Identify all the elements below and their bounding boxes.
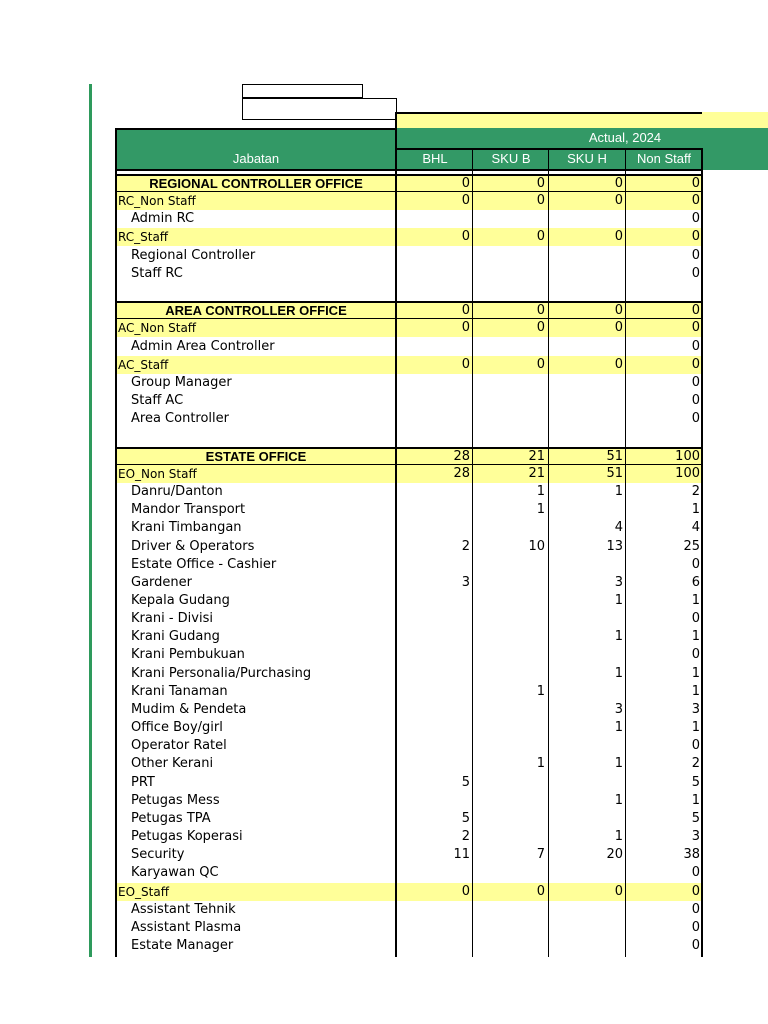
position-label: Admin RC: [131, 211, 195, 226]
value-sku-h: 20: [606, 847, 623, 862]
value-non-staff: 0: [691, 393, 700, 408]
section-title: ESTATE OFFICE: [205, 449, 307, 464]
value-sku-h: 51: [606, 449, 623, 464]
value-bhl: 2: [461, 829, 470, 844]
table-row: [116, 737, 702, 755]
value-non-staff: 0: [691, 176, 700, 191]
value-non-staff: 1: [691, 684, 700, 699]
group-label: AC_Non Staff: [118, 321, 197, 335]
value-sku-b: 1: [536, 684, 545, 699]
left-green-rule: [89, 84, 92, 957]
position-label: Krani Gudang: [131, 629, 220, 644]
value-non-staff: 0: [691, 357, 700, 372]
value-non-staff: 25: [683, 539, 700, 554]
value-sku-h: 1: [614, 793, 623, 808]
position-label: Petugas Mess: [131, 793, 220, 808]
table-row: [116, 846, 702, 864]
group-label: AC_Staff: [118, 358, 169, 372]
value-non-staff: 0: [691, 303, 700, 318]
position-label: Security: [131, 847, 185, 862]
value-non-staff: 2: [691, 484, 700, 499]
table-row: [116, 683, 702, 701]
value-sku-b: 10: [528, 539, 545, 554]
value-sku-b: 0: [536, 229, 545, 244]
grid-line: [395, 112, 397, 957]
value-sku-h: 0: [614, 884, 623, 899]
section-row: [116, 447, 702, 466]
group-label: RC_Non Staff: [118, 194, 196, 208]
group-label: EO_Staff: [118, 885, 169, 899]
position-label: Petugas TPA: [131, 811, 211, 826]
table-row: [116, 755, 702, 773]
table-row: [116, 864, 702, 882]
value-sku-b: 1: [536, 502, 545, 517]
table-row: [116, 901, 702, 919]
value-non-staff: 0: [691, 647, 700, 662]
value-sku-h: 3: [614, 702, 623, 717]
position-label: Estate Office - Cashier: [131, 557, 277, 572]
header-top-border: [396, 112, 702, 114]
value-non-staff: 0: [691, 266, 700, 281]
grid-line: [115, 128, 117, 957]
value-sku-h: 0: [614, 320, 623, 335]
section-title: REGIONAL CONTROLLER OFFICE: [149, 176, 363, 191]
value-non-staff: 0: [691, 611, 700, 626]
grid-line: [396, 148, 702, 150]
value-non-staff: 1: [691, 629, 700, 644]
value-sku-h: 1: [614, 593, 623, 608]
value-bhl: 3: [461, 575, 470, 590]
value-non-staff: 0: [691, 211, 700, 226]
position-label: PRT: [131, 775, 155, 790]
empty-cell-box: [242, 84, 363, 98]
grid-line: [625, 148, 626, 957]
table-row: [116, 937, 702, 955]
value-sku-h: 1: [614, 629, 623, 644]
group-row: [116, 192, 702, 210]
value-non-staff: 0: [691, 193, 700, 208]
table-row: [116, 556, 702, 574]
position-label: Regional Controller: [131, 248, 256, 263]
value-bhl: 28: [453, 466, 470, 481]
value-bhl: 11: [453, 847, 470, 862]
value-sku-h: 1: [614, 666, 623, 681]
table-row: [116, 574, 702, 592]
position-label: Petugas Koperasi: [131, 829, 243, 844]
value-sku-b: 7: [536, 847, 545, 862]
value-non-staff: 0: [691, 320, 700, 335]
value-bhl: 5: [461, 811, 470, 826]
value-non-staff: 1: [691, 593, 700, 608]
value-non-staff: 1: [691, 666, 700, 681]
group-label: EO_Non Staff: [118, 467, 197, 481]
yellow-header-band: [396, 112, 768, 128]
value-non-staff: 0: [691, 902, 700, 917]
value-non-staff: 100: [675, 449, 700, 464]
table-row: [116, 610, 702, 628]
position-label: Mudim & Pendeta: [131, 702, 247, 717]
value-bhl: 0: [461, 229, 470, 244]
table-row: [116, 665, 702, 683]
position-label: Krani Pembukuan: [131, 647, 245, 662]
value-sku-b: 1: [536, 756, 545, 771]
period-header: Actual, 2024: [588, 130, 662, 145]
value-bhl: 2: [461, 539, 470, 554]
empty-cell-box: [242, 98, 397, 120]
position-label: Other Kerani: [131, 756, 214, 771]
value-sku-h: 1: [614, 756, 623, 771]
value-bhl: 0: [461, 176, 470, 191]
value-sku-b: 0: [536, 303, 545, 318]
value-non-staff: 38: [683, 847, 700, 862]
grid-line: [701, 148, 703, 957]
value-non-staff: 0: [691, 248, 700, 263]
value-bhl: 28: [453, 449, 470, 464]
table-row: [116, 701, 702, 719]
table-row: [116, 338, 702, 356]
value-sku-h: 1: [614, 829, 623, 844]
column-header-non-staff: Non Staff: [637, 151, 691, 166]
value-bhl: 0: [461, 193, 470, 208]
value-non-staff: 5: [691, 775, 700, 790]
value-bhl: 0: [461, 884, 470, 899]
table-row: [116, 501, 702, 519]
value-non-staff: 100: [675, 466, 700, 481]
value-non-staff: 2: [691, 756, 700, 771]
grid-line: [472, 148, 473, 957]
position-label: Krani Tanaman: [131, 684, 228, 699]
position-label: Admin Area Controller: [131, 339, 275, 354]
table-row: [116, 265, 702, 283]
position-label: Assistant Plasma: [131, 920, 242, 935]
value-non-staff: 4: [691, 520, 700, 535]
value-non-staff: 1: [691, 502, 700, 517]
value-non-staff: 3: [691, 702, 700, 717]
grid-line: [548, 148, 549, 957]
value-sku-h: 0: [614, 229, 623, 244]
table-row: [116, 374, 702, 392]
table-row: [116, 828, 702, 846]
value-bhl: 0: [461, 320, 470, 335]
value-non-staff: 6: [691, 575, 700, 590]
group-row: [116, 356, 702, 374]
table-row: [116, 392, 702, 410]
value-non-staff: 0: [691, 884, 700, 899]
value-non-staff: 5: [691, 811, 700, 826]
value-sku-h: 0: [614, 193, 623, 208]
value-non-staff: 1: [691, 793, 700, 808]
position-label: Estate Manager: [131, 938, 234, 953]
value-sku-h: 0: [614, 176, 623, 191]
value-sku-b: 0: [536, 176, 545, 191]
table-row: [116, 247, 702, 265]
value-non-staff: 0: [691, 920, 700, 935]
position-label: Krani - Divisi: [131, 611, 213, 626]
value-sku-b: 0: [536, 884, 545, 899]
grid-line: [116, 169, 702, 171]
group-row: [116, 228, 702, 246]
table-row: [116, 519, 702, 537]
value-non-staff: 0: [691, 411, 700, 426]
value-sku-h: 4: [614, 520, 623, 535]
value-non-staff: 0: [691, 557, 700, 572]
table-row: [116, 774, 702, 792]
table-row: [116, 646, 702, 664]
value-bhl: 0: [461, 303, 470, 318]
position-label: Assistant Tehnik: [131, 902, 236, 917]
value-non-staff: 0: [691, 738, 700, 753]
table-row: [116, 810, 702, 828]
value-non-staff: 0: [691, 865, 700, 880]
value-sku-b: 21: [528, 449, 545, 464]
value-sku-b: 0: [536, 193, 545, 208]
column-header-sku-h: SKU H: [567, 151, 607, 166]
table-row: [116, 919, 702, 937]
table-row: [116, 792, 702, 810]
value-sku-h: 13: [606, 539, 623, 554]
table-row: [116, 628, 702, 646]
value-bhl: 0: [461, 357, 470, 372]
column-header-sku-b: SKU B: [491, 151, 531, 166]
value-sku-h: 3: [614, 575, 623, 590]
position-label: Gardener: [131, 575, 192, 590]
value-sku-h: 0: [614, 357, 623, 372]
group-row: [116, 319, 702, 337]
table-row: [116, 210, 702, 228]
table-row: [116, 719, 702, 737]
position-label: Area Controller: [131, 411, 229, 426]
section-row: [116, 174, 702, 193]
value-sku-b: 21: [528, 466, 545, 481]
position-label: Group Manager: [131, 375, 232, 390]
value-non-staff: 0: [691, 229, 700, 244]
position-label: Office Boy/girl: [131, 720, 223, 735]
table-row: [116, 592, 702, 610]
group-row: [116, 883, 702, 901]
position-label: Operator Ratel: [131, 738, 227, 753]
value-sku-h: 1: [614, 720, 623, 735]
group-row: [116, 465, 702, 483]
position-label: Mandor Transport: [131, 502, 246, 517]
table-row: [116, 410, 702, 428]
value-bhl: 5: [461, 775, 470, 790]
jabatan-header: Jabatan: [232, 151, 280, 166]
position-label: Staff RC: [131, 266, 183, 281]
value-sku-h: 51: [606, 466, 623, 481]
position-label: Kepala Gudang: [131, 593, 230, 608]
position-label: Staff AC: [131, 393, 184, 408]
value-sku-b: 0: [536, 320, 545, 335]
grid-line: [116, 128, 396, 130]
table-row: [116, 483, 702, 501]
position-label: Driver & Operators: [131, 539, 255, 554]
section-row: [116, 301, 702, 320]
position-label: Krani Timbangan: [131, 520, 242, 535]
value-non-staff: 0: [691, 938, 700, 953]
table-row: [116, 538, 702, 556]
value-sku-h: 0: [614, 303, 623, 318]
value-sku-h: 1: [614, 484, 623, 499]
position-label: Karyawan QC: [131, 865, 219, 880]
value-sku-b: 1: [536, 484, 545, 499]
value-non-staff: 0: [691, 339, 700, 354]
value-non-staff: 0: [691, 375, 700, 390]
value-non-staff: 1: [691, 720, 700, 735]
position-label: Krani Personalia/Purchasing: [131, 666, 312, 681]
column-header-bhl: BHL: [422, 151, 448, 166]
group-label: RC_Staff: [118, 230, 169, 244]
section-title: AREA CONTROLLER OFFICE: [165, 303, 347, 318]
value-non-staff: 3: [691, 829, 700, 844]
position-label: Danru/Danton: [131, 484, 223, 499]
value-sku-b: 0: [536, 357, 545, 372]
